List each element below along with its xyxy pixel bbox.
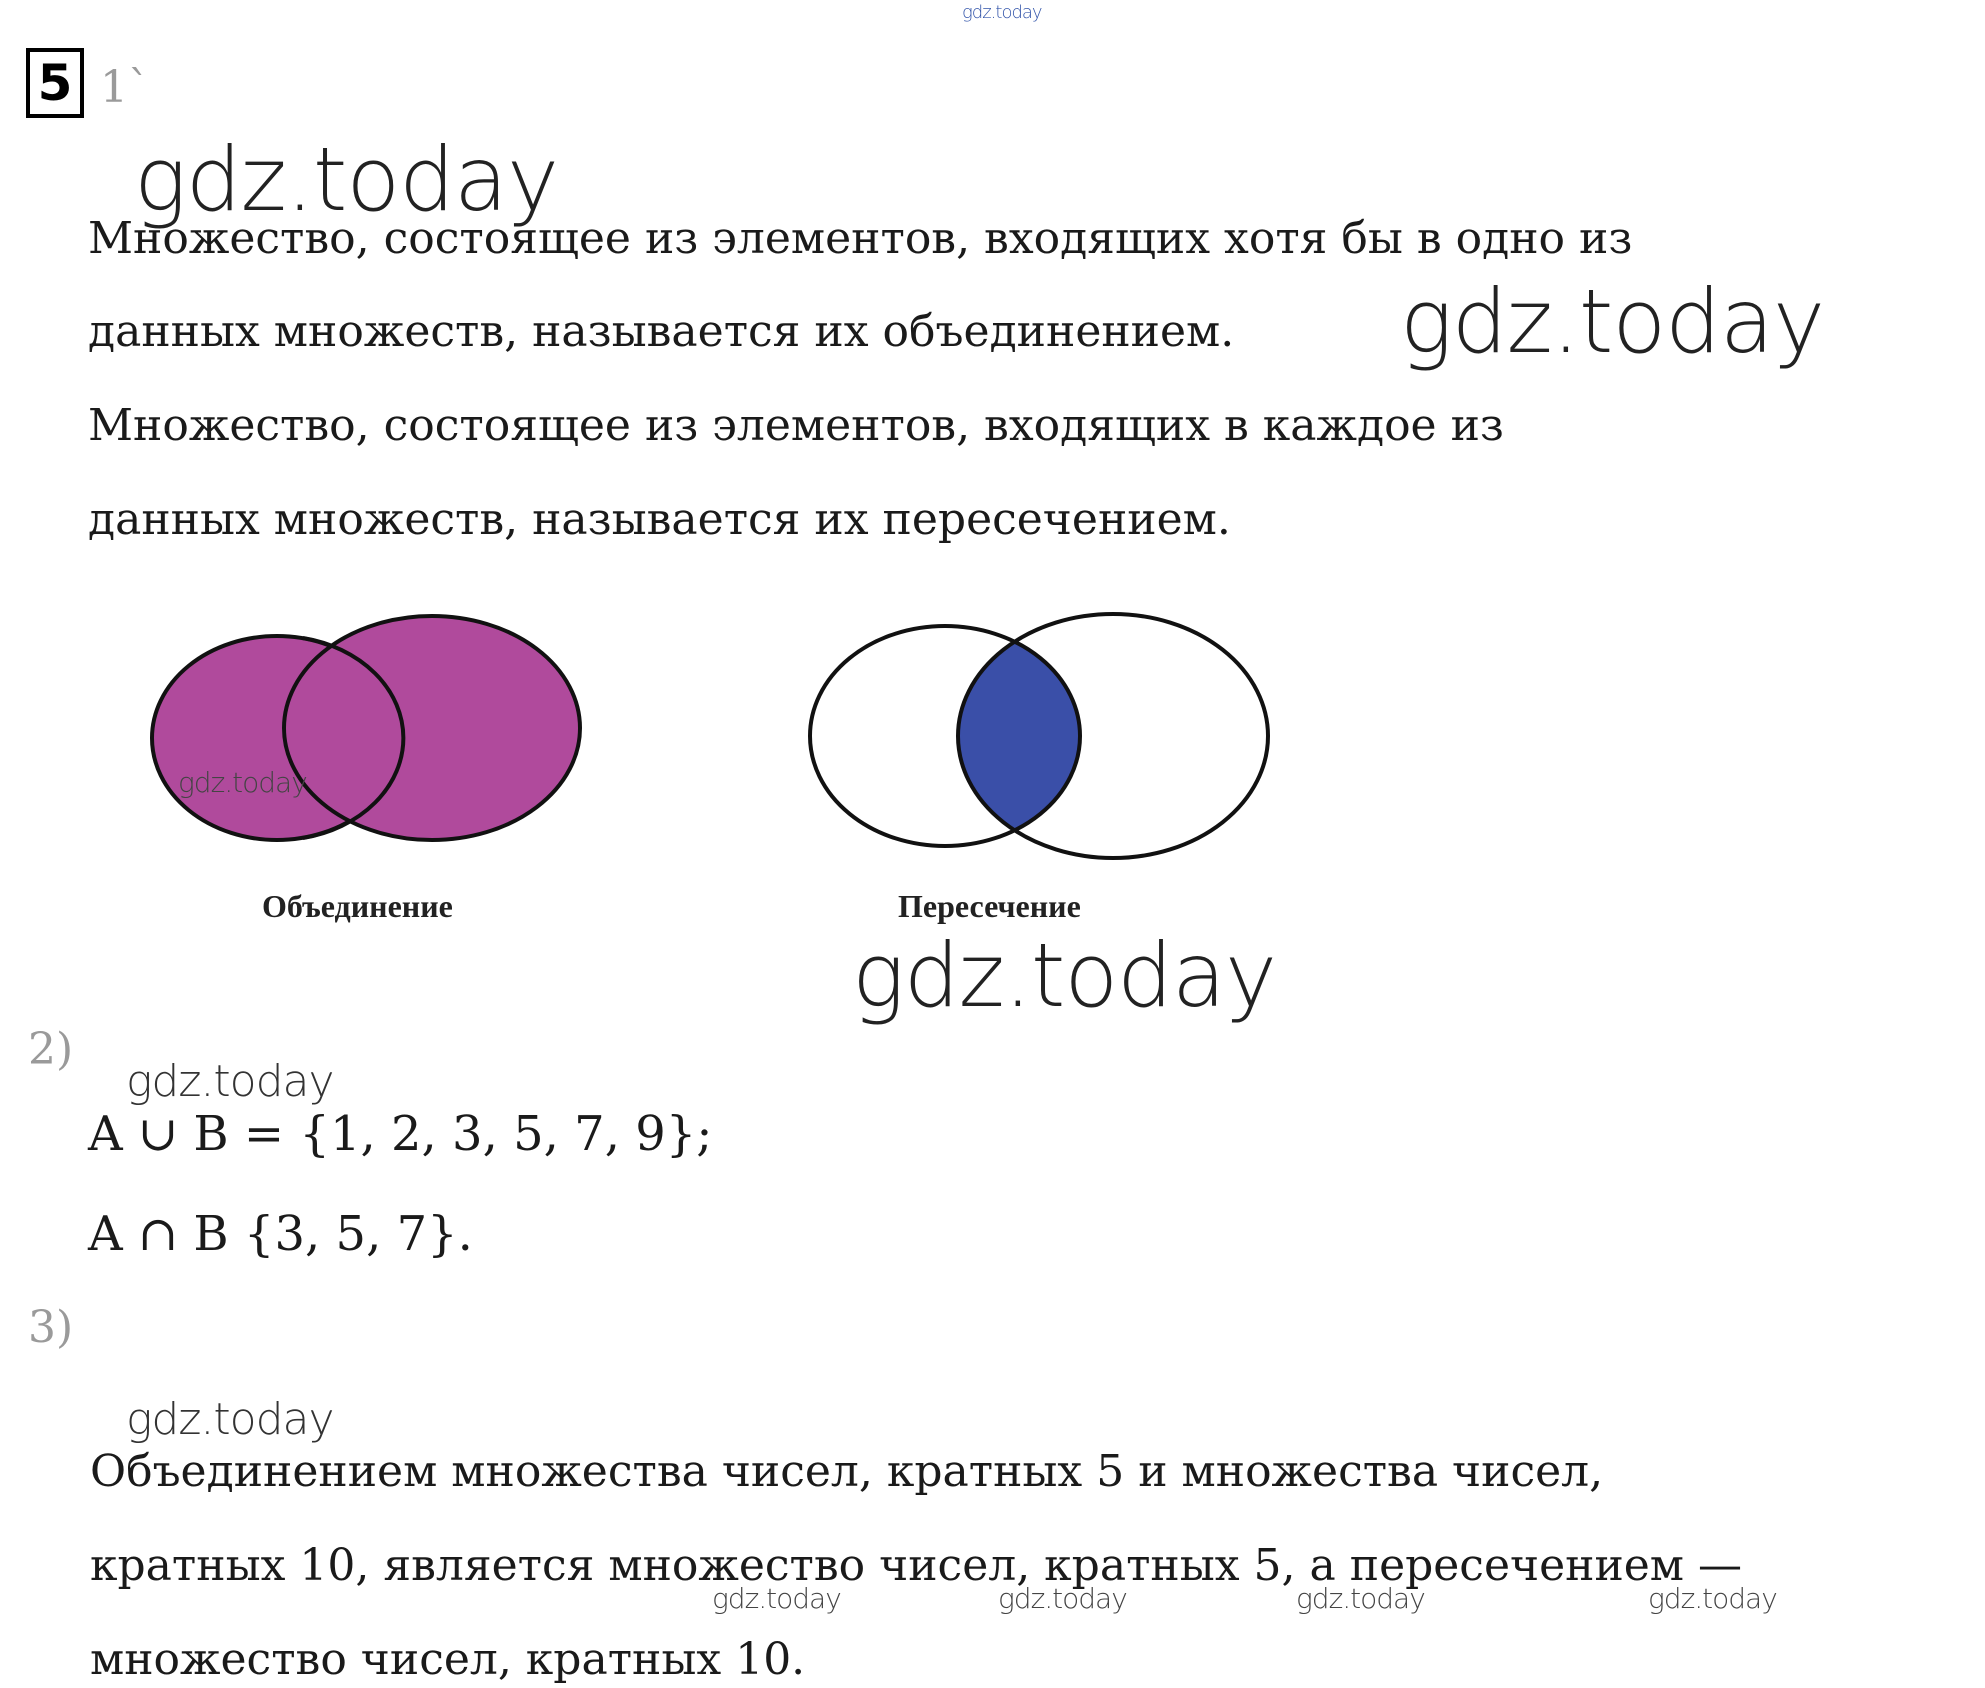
part2-union: A ∪ B = {1, 2, 3, 5, 7, 9};	[88, 1106, 713, 1162]
watermark-small-4: gdz.today	[1648, 1582, 1777, 1615]
union-set-b	[284, 616, 580, 840]
part1-line-3: Множество, состоящее из элементов, входящих в каждое из	[88, 400, 1504, 451]
part1-line-2: данных множеств, называется их объединением.	[88, 306, 1235, 357]
watermark-small-3: gdz.today	[1296, 1582, 1425, 1615]
watermark-small-1: gdz.today	[712, 1582, 841, 1615]
part3-label: 3)	[28, 1302, 74, 1353]
part2-intersection: A ∩ B {3, 5, 7}.	[88, 1206, 473, 1262]
part3-line-3: множество чисел, кратных 10.	[90, 1634, 806, 1685]
part1-label: 1`	[100, 62, 150, 113]
intersection-caption: Пересечение	[898, 888, 1081, 924]
part1-line-4: данных множеств, называется их пересечением.	[88, 494, 1231, 545]
union-venn-diagram	[140, 610, 600, 870]
intersection-venn-diagram	[800, 612, 1280, 882]
part2-label: 2)	[28, 1024, 74, 1075]
watermark-venn: gdz.today	[178, 766, 307, 799]
part3-line-1: Объединением множества чисел, кратных 5 и множества чисел,	[90, 1446, 1604, 1497]
part1-line-1: Множество, состоящее из элементов, входящих хотя бы в одно из	[88, 213, 1633, 264]
watermark-small-2: gdz.today	[998, 1582, 1127, 1615]
watermark-large-2: gdz.today	[1400, 270, 1825, 373]
watermark-large-1: gdz.today	[134, 128, 559, 231]
watermark-medium-2: gdz.today	[126, 1394, 334, 1445]
watermark-medium-1: gdz.today	[126, 1056, 334, 1107]
watermark-top: gdz.today	[962, 2, 1042, 23]
part3-line-2: кратных 10, является множество чисел, кратных 5, а пересечением —	[90, 1540, 1743, 1591]
watermark-large-3: gdz.today	[852, 924, 1277, 1027]
task-number-box: 5	[26, 48, 84, 118]
union-caption: Объединение	[262, 888, 453, 924]
